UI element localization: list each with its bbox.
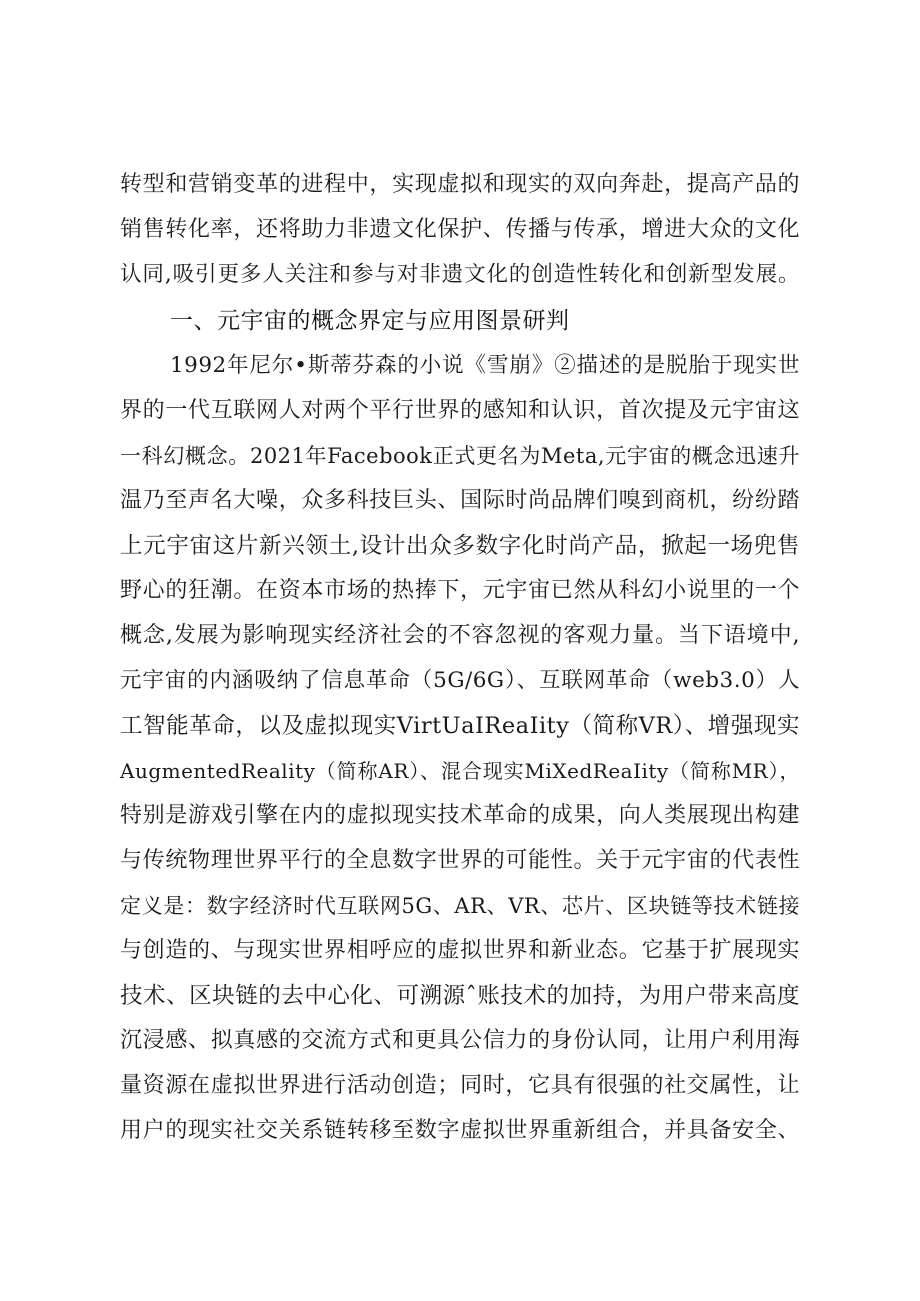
text-line: 用户的现实社交关系链转移至数字虚拟世界重新组合，并具备安全、 [120,1118,800,1143]
text-line: 沉浸感、拟真感的交流方式和更具公信力的身份认同，让用户利用海 [120,1028,800,1053]
text-line: 量资源在虚拟世界进行活动创造；同时，它具有很强的社交属性，让 [120,1073,800,1098]
text-line: 一科幻概念。2021年Facebook正式更名为Meta,元宇宙的概念迅速升 [120,444,800,468]
text-line: AugmentedReality（简称AR）、混合现实MiXedReaIity（简称MR）， [120,759,800,783]
text-line: 野心的狂潮。在资本市场的热捧下，元宇宙已然从科幻小说里的一个 [120,578,800,603]
text-line: 销售转化率，还将助力非遗文化保护、传播与传承，增进大众的文化 [120,217,800,242]
text-line: 与传统物理世界平行的全息数字世界的可能性。关于元宇宙的代表性 [120,848,800,873]
text-line: 温乃至声名大噪，众多科技巨头、国际时尚品牌们嗅到商机，纷纷踏 [120,488,800,513]
text-line: 概念,发展为影响现实经济社会的不容忽视的客观力量。当下语境中, [120,623,800,648]
text-line: 转型和营销变革的进程中，实现虚拟和现实的双向奔赴，提高产品的 [120,172,800,197]
text-line: 1992年尼尔•斯蒂芬森的小说《雪崩》②描述的是脱胎于现实世 [170,353,800,378]
section-heading: 一、元宇宙的概念界定与应用图景研判 [170,308,570,334]
text-line: 认同,吸引更多人关注和参与对非遗文化的创造性转化和创新型发展。 [120,262,800,287]
text-line: 界的一代互联网人对两个平行世界的感知和认识，首次提及元宇宙这 [120,398,800,423]
text-line: 定义是：数字经济时代互联网5G、AR、VR、芯片、区块链等技术链接 [120,894,800,918]
text-line: 上元宇宙这片新兴领土,设计出众多数字化时尚产品，掀起一场兜售 [120,533,800,559]
text-line: 元宇宙的内涵吸纳了信息革命（5G/6G）、互联网革命（web3.0）人 [120,668,800,693]
text-line: 技术、区块链的去中心化、可溯源ˆ账技术的加持，为用户带来高度 [120,983,800,1009]
text-line: 与创造的、与现实世界相呼应的虚拟世界和新业态。它基于扩展现实 [120,938,800,963]
text-line: 特别是游戏引擎在内的虚拟现实技术革命的成果，向人类展现出构建 [120,803,800,828]
text-line: 工智能革命，以及虚拟现实VirtUaIReaIity（简称VR）、增强现实 [120,713,800,739]
